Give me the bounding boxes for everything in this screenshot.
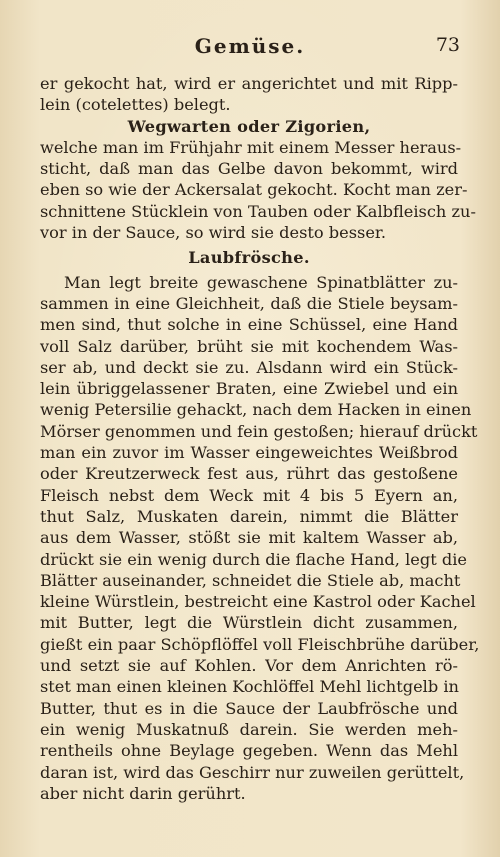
- text-line: rentheils ohne Beylage gegeben. Wenn das Mehl: [40, 741, 458, 761]
- text-line: Mörser genommen und fein gestoßen; hierauf drückt: [40, 421, 478, 441]
- text-line: sticht, daß man das Gelbe davon bekommt, wird: [40, 159, 458, 179]
- text-line: lein übriggelassener Braten, eine Zwiebel und ein: [40, 379, 458, 399]
- page-number: 73: [435, 34, 460, 56]
- text-line: und setzt sie auf Kohlen. Vor dem Anrichten rö-: [40, 656, 458, 676]
- text-line: oder Kreutzerweck fest aus, rührt das gestoßene: [40, 464, 458, 484]
- text-line: ser ab, und deckt sie zu. Alsdann wird ein Stück-: [40, 357, 458, 377]
- text-line: voll Salz darüber, brüht sie mit kochendem Was-: [40, 336, 458, 356]
- text-line: men sind, thut solche in eine Schüssel, eine Hand: [40, 315, 458, 335]
- text-line: drückt sie ein wenig durch die flache Hand, legt die: [40, 549, 467, 569]
- text-line: vor in der Sauce, so wird sie desto besser.: [40, 223, 387, 243]
- text-line: gießt ein paar Schöpflöffel voll Fleischbrühe darüber,: [40, 634, 480, 654]
- section-heading-wegwarten: Wegwarten oder Zigorien,: [127, 116, 371, 136]
- page-header: [40, 34, 460, 60]
- text-line: aber nicht darin gerührt.: [40, 783, 246, 803]
- running-title: Gemüse.: [194, 34, 306, 58]
- text-line: mit Butter, legt die Würstlein dicht zusammen,: [40, 613, 458, 633]
- text-line: welche man im Frühjahr mit einem Messer heraus-: [40, 137, 462, 157]
- text-line: aus dem Wasser, stößt sie mit kaltem Wasser ab,: [40, 528, 458, 548]
- text-line: Butter, thut es in die Sauce der Laubfrösche und: [40, 698, 458, 718]
- text-line: Fleisch nebst dem Weck mit 4 bis 5 Eyern an,: [40, 485, 458, 505]
- text-line: daran ist, wird das Geschirr nur zuweilen gerüttelt,: [40, 762, 465, 782]
- text-line: eben so wie der Ackersalat gekocht. Kocht man zer-: [40, 180, 468, 200]
- text-line: Man legt breite gewaschene Spinatblätter zu-: [64, 272, 458, 292]
- text-line: man ein zuvor im Wasser eingeweichtes Weißbrod: [40, 443, 458, 463]
- text-line: ein wenig Muskatnuß darein. Sie werden meh-: [40, 719, 458, 739]
- text-line: Blätter auseinander, schneidet die Stiele ab, macht: [40, 570, 461, 590]
- section-heading-laubfroesche: Laubfrösche.: [188, 248, 310, 268]
- body-text: [40, 73, 480, 804]
- text-line: stet man einen kleinen Kochlöffel Mehl lichtgelb in: [40, 677, 459, 697]
- text-line: wenig Petersilie gehackt, nach dem Hacken in einen: [40, 400, 472, 420]
- text-line: kleine Würstlein, bestreicht eine Kastrol oder Kachel: [40, 592, 476, 612]
- text-line: lein (cotelettes) belegt.: [40, 95, 231, 115]
- text-line: schnittene Stücklein von Tauben oder Kalbfleisch zu-: [40, 201, 476, 221]
- text-line: thut Salz, Muskaten darein, nimmt die Blätter: [40, 506, 458, 526]
- text-line: er gekocht hat, wird er angerichtet und mit Ripp-: [40, 74, 458, 93]
- text-line: sammen in eine Gleichheit, daß die Stiele beysam-: [40, 293, 458, 313]
